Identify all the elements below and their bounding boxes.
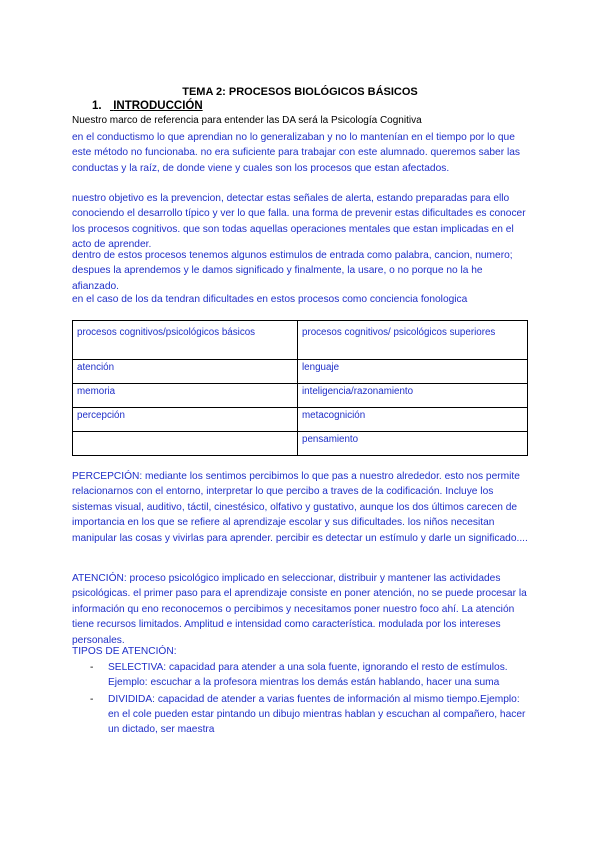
document-title: TEMA 2: PROCESOS BIOLÓGICOS BÁSICOS xyxy=(182,86,418,98)
list-dash: - xyxy=(90,662,94,673)
table-cell: percepción xyxy=(73,408,298,432)
table-cell: memoria xyxy=(73,384,298,408)
processes-table xyxy=(72,320,528,456)
table-cell xyxy=(73,432,298,456)
table-cell: atención xyxy=(73,360,298,384)
list-item xyxy=(72,692,530,737)
table-header-superior: procesos cognitivos/ psicológicos superiores xyxy=(298,321,528,360)
table-row xyxy=(73,384,528,408)
table-header-basic: procesos cognitivos/psicológicos básicos xyxy=(73,321,298,360)
list-item-text: SELECTIVA: capacidad para atender a una sola fuente, ignorando el resto de estímulos. Ejemplo: escuchar a la profesora mientras los demás están hablando, hacer una suma xyxy=(108,662,508,688)
list-item-text: DIVIDIDA: capacidad de atender a varias fuentes de información al mismo tiempo.Ejemplo: en el cole pueden estar pintando un dibujo mientras hablan y escuchan al compañero, hacer un dictado, ser maestra xyxy=(108,694,526,735)
table-cell: inteligencia/razonamiento xyxy=(298,384,528,408)
intro-line: Nuestro marco de referencia para entender las DA será la Psicología Cognitiva xyxy=(72,115,422,126)
table-cell: lenguaje xyxy=(298,360,528,384)
percepcion-paragraph: PERCEPCIÓN: mediante los sentimos percibimos lo que pas a nuestro alrededor. esto nos permite relacionarnos con el entorno, interpretar lo que percibo a traves de la codificación. Incluye los sistemas visual, auditivo, táctil, cinestésico, olfativo y gustativo, aunque los dos últimos carecen de importancia en los que se refiere al aprendizaje escolar y sus dificultades. los niños necesitan manipular las cosas y vivirlas para aprender. percibir es detectar un estímulo y darle un significado.... xyxy=(72,471,528,544)
list-dash: - xyxy=(90,694,94,705)
table-row xyxy=(73,432,528,456)
intro-paragraph-2: nuestro objetivo es la prevencion, detectar estas señales de alerta, estando preparadas para ello conociendo el desarrollo típico y ver lo que falla. una forma de prevenir estas dificultades es conocer los procesos cognitivos. que son todas aquellas operaciones mentales que estan implicadas en el acto de aprender. xyxy=(72,193,526,251)
tipos-heading: TIPOS DE ATENCIÓN: xyxy=(72,646,177,657)
table-header-row xyxy=(73,321,528,360)
tipos-list xyxy=(72,660,530,739)
table-row xyxy=(73,408,528,432)
atencion-paragraph: ATENCIÓN: proceso psicológico implicado en seleccionar, distribuir y mantener las actividades psicológicas. el primer paso para el aprendizaje consiste en poner atención, no se puede procesar la información qu eno reconocemos o percibimos y necesitamos poner nuestro foco ahí. La atención tiene recursos limitados. Amplitud e intensidad como característica. modulada por los intereses personales. xyxy=(72,573,527,646)
intro-paragraph-3: dentro de estos procesos tenemos algunos estimulos de entrada como palabra, cancion, numero; despues la aprendemos y le damos significado y finalmente, la usare, o no porque no la he afianzado. xyxy=(72,250,513,292)
section-label: INTRODUCCIÓN xyxy=(113,100,203,112)
section-heading xyxy=(92,100,203,112)
table-row xyxy=(73,360,528,384)
table-cell: metacognición xyxy=(298,408,528,432)
intro-paragraph-1: en el conductismo lo que aprendian no lo generalizaban y no lo mantenían en el tiempo por lo que este método no funcionaba. no era suficiente para trabajar con este alumnado. queremos saber las conductas y la raíz, de donde viene y cuales son los procesos que estan afectados. xyxy=(72,132,520,174)
section-number: 1. xyxy=(92,100,102,112)
intro-paragraph-4: en el caso de los da tendran dificultades en estos procesos como conciencia fonologica xyxy=(72,294,468,305)
list-item xyxy=(72,660,530,690)
table-cell: pensamiento xyxy=(298,432,528,456)
